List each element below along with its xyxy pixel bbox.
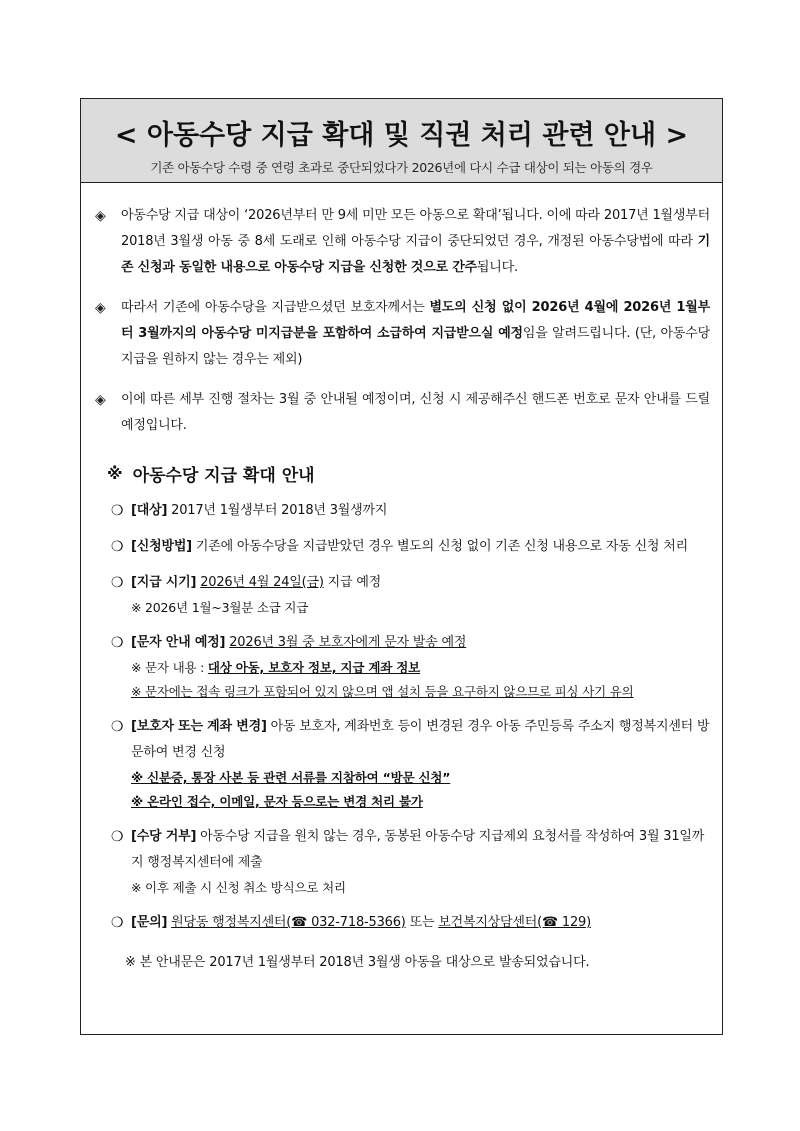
payment-date: 2026년 4월 24일(금) [200,575,324,590]
item-method [95,534,710,560]
item-text: 지급 예정 [323,575,382,590]
item-timing [95,570,710,620]
circle-bullet-icon: ❍ [111,539,124,555]
sms-content: 대상 아동, 보호자 정보, 지급 계좌 정보 [207,660,421,675]
phishing-warning: ※ 문자에는 접속 링크가 포함되어 있지 않으며 앱 설치 등을 요구하지 않으므로 피싱 사기 유의 [131,684,634,699]
item-note: ※ 신분증, 통장 사본 등 관련 서류를 지참하여 “방문 신청” [131,770,451,785]
item-tag: [문의] [131,915,168,930]
bullet-procedure [95,387,710,439]
page-subtitle: 기존 아동수당 수령 중 연령 초과로 중단되었다가 2026년에 다시 수급 대상이 되는 아동의 경우 [150,160,653,175]
page-title: < 아동수당 지급 확대 및 직권 처리 관련 안내 > [114,120,689,151]
reference-mark-icon: ※ [107,464,123,483]
item-text: 2017년 1월생부터 2018년 3월생까지 [167,503,388,518]
item-tag: [보호자 또는 계좌 변경] [131,719,267,734]
item-note: ※ 문자 내용 : [131,660,208,675]
item-note: ※ 온라인 접수, 이메일, 문자 등으로는 변경 처리 불가 [131,794,423,809]
contact-or: 또는 [405,915,439,930]
circle-bullet-icon: ❍ [111,719,124,735]
bullet-bold-text: 기존 신청과 동일한 내용으로 아동수당 지급을 신청한 것으로 간주 [121,234,710,275]
item-text: 아동수당 지급을 원치 않는 경우, 동봉된 아동수당 지급제외 요청서를 작성하여 3월 31일까지 행정복지센터에 제출 [131,829,705,870]
item-tag: [수당 거부] [131,829,197,844]
circle-bullet-icon: ❍ [111,829,124,845]
item-text: 기존에 아동수당을 지급받았던 경우 별도의 신청 없이 기존 신청 내용으로 자동 신청 처리 [191,539,688,554]
item-text: 아동 보호자, 계좌번호 등이 변경된 경우 아동 주민등록 주소지 행정복지센터 방문하여 변경 신청 [131,719,710,760]
diamond-bullet-icon: ◈ [95,208,106,224]
bullet-bold-text: 별도의 신청 없이 2026년 4월에 2026년 1월부터 3월까지의 아동수당 미지급분을 포함하여 소급하여 지급받으실 예정 [121,300,710,341]
circle-bullet-icon: ❍ [111,915,124,931]
bullet-text-end: 임을 알려드립니다. (단, 아동수당 지급을 원하지 않는 경우는 제외) [121,326,710,367]
diamond-bullet-icon: ◈ [95,392,106,408]
diamond-bullet-icon: ◈ [95,300,106,316]
section-heading [95,461,710,486]
item-note: ※ 2026년 1월~3월분 소급 지급 [131,600,309,615]
item-tag: [지급 시기] [131,575,197,590]
sms-schedule: 2026년 3월 중 보호자에게 문자 발송 예정 [229,635,467,650]
item-sms [95,630,710,704]
item-tag: [대상] [131,503,168,518]
item-target [95,498,710,524]
item-refuse [95,824,710,900]
contact-welfare-center: 보건복지상담센터(☎ 129) [438,915,591,930]
circle-bullet-icon: ❍ [111,575,124,591]
bullet-expansion [95,203,710,281]
item-note: ※ 이후 제출 시 신청 취소 방식으로 처리 [131,880,346,895]
notice-body [81,183,722,976]
contact-community-center: 원당동 행정복지센터(☎ 032-718-5366) [171,915,406,930]
notice-document [80,98,723,1035]
bullet-text: 아동수당 지급 대상이 ‘2026년부터 만 9세 미만 모든 아동으로 확대’됩니다. 이에 따라 2017년 1월생부터 2018년 3월생 아동 중 8세 도래로 인해 아동수당 지급이 중단되었던 경우, 개정된 아동수당법에 따라 [121,208,710,249]
item-tag: [신청방법] [131,539,192,554]
bullet-text: 따라서 기존에 아동수당을 지급받으셨던 보호자께서는 [121,300,430,315]
item-contact [95,910,710,936]
bullet-text-end: 됩니다. [476,260,518,275]
circle-bullet-icon: ❍ [111,503,124,519]
item-tag: [문자 안내 예정] [131,635,226,650]
bullet-text: 이에 따른 세부 진행 절차는 3월 중 안내될 예정이며, 신청 시 제공해주신 핸드폰 번호로 문자 안내를 드릴 예정입니다. [121,392,710,433]
item-change [95,714,710,814]
section-title: 아동수당 지급 확대 안내 [132,466,315,486]
circle-bullet-icon: ❍ [111,635,124,651]
footer-note: ※ 본 안내문은 2017년 1월생부터 2018년 3월생 아동을 대상으로 발송되었습니다. [125,955,590,970]
header-box [81,99,722,183]
bullet-retro-payment [95,295,710,373]
